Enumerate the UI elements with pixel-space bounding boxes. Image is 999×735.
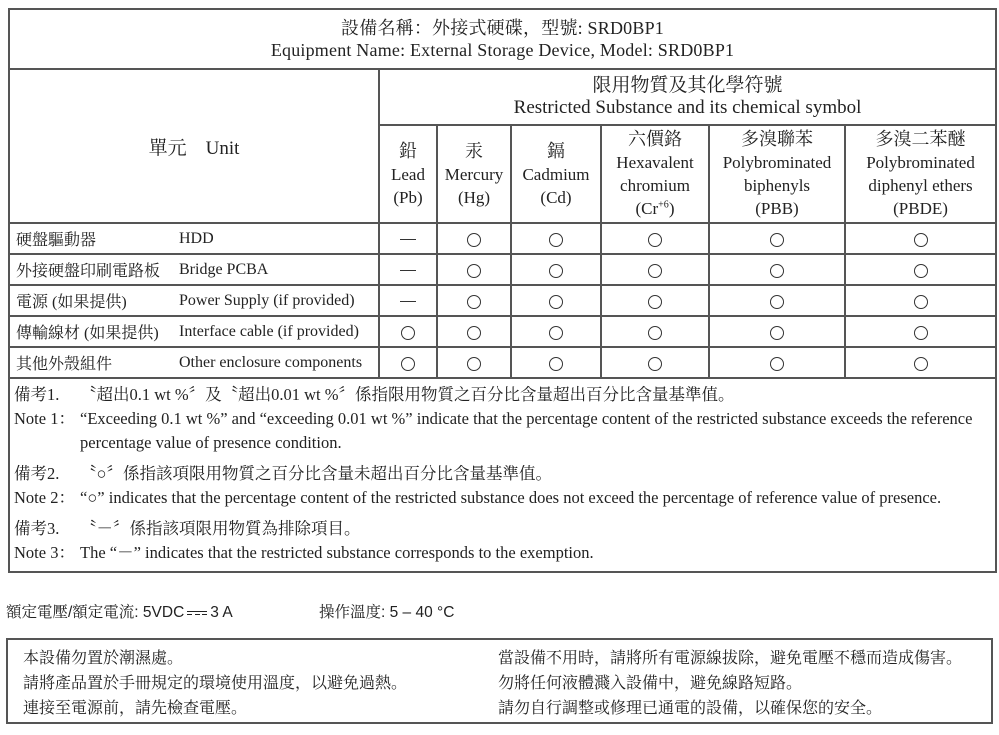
table-row — [9, 254, 996, 285]
circle-mark-icon — [601, 316, 709, 347]
circle-mark-icon — [845, 254, 996, 285]
notes — [9, 378, 996, 572]
circle-mark-icon — [437, 316, 511, 347]
substance-hexavalent-chromium: 六價鉻 Hexavalent chromium $(Cr^{+6})$ — [601, 125, 709, 223]
note-2 — [14, 462, 991, 510]
circle-mark-icon — [511, 285, 601, 316]
note-text-en: The “－” indicates that the restricted substance corresponds to the exemption. — [80, 543, 594, 562]
note-3 — [14, 517, 991, 565]
electrical-ratings — [6, 600, 454, 622]
component-name-zh: 其他外殼組件 — [9, 347, 175, 378]
circle-mark-icon — [379, 316, 437, 347]
circle-mark-icon — [845, 223, 996, 254]
equipment-title — [9, 9, 996, 69]
safety-line: 當設備不用時，請將所有電源線拔除，避免電壓不穩而造成傷害。 — [498, 650, 963, 667]
title-zh: 設備名稱：外接式硬碟，型號: SRD0BP1 — [341, 18, 664, 38]
safety-line: 連接至電源前，請先檢查電壓。 — [23, 700, 248, 717]
circle-mark-icon — [845, 316, 996, 347]
safety-right-column — [498, 646, 962, 721]
safety-line: 本設備勿置於潮濕處。 — [23, 650, 184, 667]
restricted-substance-header — [379, 69, 996, 125]
component-name-zh: 硬盤驅動器 — [9, 223, 175, 254]
note-text-zh: 〝○〞係指該項限用物質之百分比含量未超出百分比含量基準值。 — [80, 464, 552, 483]
safety-left-column — [23, 646, 407, 721]
note-text-zh: 〝超出0.1 wt %〞及〝超出0.01 wt %〞係指限用物質之百分比含量超出百分比含量基準值。 — [80, 385, 735, 404]
table-row — [9, 347, 996, 378]
substance-cadmium: 鎘 Cadmium (Cd) — [511, 125, 601, 223]
note-label-zh: 備考3. — [14, 519, 60, 538]
table-row — [9, 316, 996, 347]
component-name-en: HDD — [175, 223, 379, 254]
circle-mark-icon — [437, 285, 511, 316]
safety-warnings — [6, 638, 993, 724]
dash-mark-icon — [379, 285, 437, 316]
component-name-zh: 電源 (如果提供) — [9, 285, 175, 316]
circle-mark-icon — [709, 316, 845, 347]
circle-mark-icon — [709, 254, 845, 285]
substance-lead: 鉛 Lead (Pb) — [379, 125, 437, 223]
circle-mark-icon — [437, 223, 511, 254]
substance-pbb: 多溴聯苯 Polybrominated biphenyls (PBB) — [709, 125, 845, 223]
safety-line: 請將產品置於手冊規定的環境使用溫度，以避免過熱。 — [23, 675, 408, 692]
substance-mercury: 汞 Mercury (Hg) — [437, 125, 511, 223]
circle-mark-icon — [709, 347, 845, 378]
restricted-zh: 限用物質及其化學符號 — [592, 75, 783, 96]
component-name-en: Power Supply (if provided) — [175, 285, 379, 316]
circle-mark-icon — [601, 285, 709, 316]
title-en: Equipment Name: External Storage Device, Model: SRD0BP1 — [270, 40, 735, 60]
circle-mark-icon — [845, 347, 996, 378]
circle-mark-icon — [601, 223, 709, 254]
rated-voltage-current: 額定電壓/額定電流: 5VDC — [6, 604, 185, 621]
circle-mark-icon — [601, 347, 709, 378]
note-text-en: “○” indicates that the percentage content of the restricted substance does not exceed the percentage of reference value of presence. — [80, 488, 942, 507]
circle-mark-icon — [511, 254, 601, 285]
component-name-en: Bridge PCBA — [175, 254, 379, 285]
note-label-en: Note 3： — [14, 543, 75, 562]
dc-symbol-icon — [187, 611, 207, 615]
safety-line: 勿將任何液體濺入設備中，避免線路短路。 — [498, 675, 803, 692]
operating-temperature: 操作溫度: 5 – 40 °C — [319, 604, 455, 621]
restricted-en: Restricted Substance and its chemical symbol — [513, 97, 862, 118]
component-name-en: Interface cable (if provided) — [175, 316, 379, 347]
circle-mark-icon — [511, 316, 601, 347]
circle-mark-icon — [437, 347, 511, 378]
note-label-zh: 備考1. — [14, 385, 60, 404]
component-name-zh: 外接硬盤印刷電路板 — [9, 254, 175, 285]
circle-mark-icon — [845, 285, 996, 316]
circle-mark-icon — [511, 223, 601, 254]
table-row — [9, 223, 996, 254]
rated-current: 3 A — [210, 604, 233, 621]
unit-header: 單元 Unit — [9, 69, 379, 223]
substance-pbde: 多溴二苯醚 Polybrominated diphenyl ethers (PBDE) — [845, 125, 996, 223]
circle-mark-icon — [437, 254, 511, 285]
table-row — [9, 285, 996, 316]
rohs-table — [8, 8, 997, 573]
circle-mark-icon — [379, 347, 437, 378]
circle-mark-icon — [511, 347, 601, 378]
component-name-zh: 傳輸線材 (如果提供) — [9, 316, 175, 347]
note-label-en: Note 1： — [14, 409, 75, 428]
note-text-zh: 〝－〞係指該項限用物質為排除項目。 — [80, 519, 361, 538]
dash-mark-icon — [379, 254, 437, 285]
note-1 — [14, 383, 991, 455]
note-label-zh: 備考2. — [14, 464, 60, 483]
circle-mark-icon — [601, 254, 709, 285]
dash-mark-icon — [379, 223, 437, 254]
circle-mark-icon — [709, 223, 845, 254]
circle-mark-icon — [709, 285, 845, 316]
component-name-en: Other enclosure components — [175, 347, 379, 378]
note-text-en: “Exceeding 0.1 wt %” and “exceeding 0.01 wt %” indicate that the percentage content of the restricted substance exceeds the reference percentage value of presence condition. — [80, 409, 973, 452]
note-label-en: Note 2： — [14, 488, 75, 507]
safety-line: 請勿自行調整或修理已通電的設備，以確保您的安全。 — [498, 700, 883, 717]
